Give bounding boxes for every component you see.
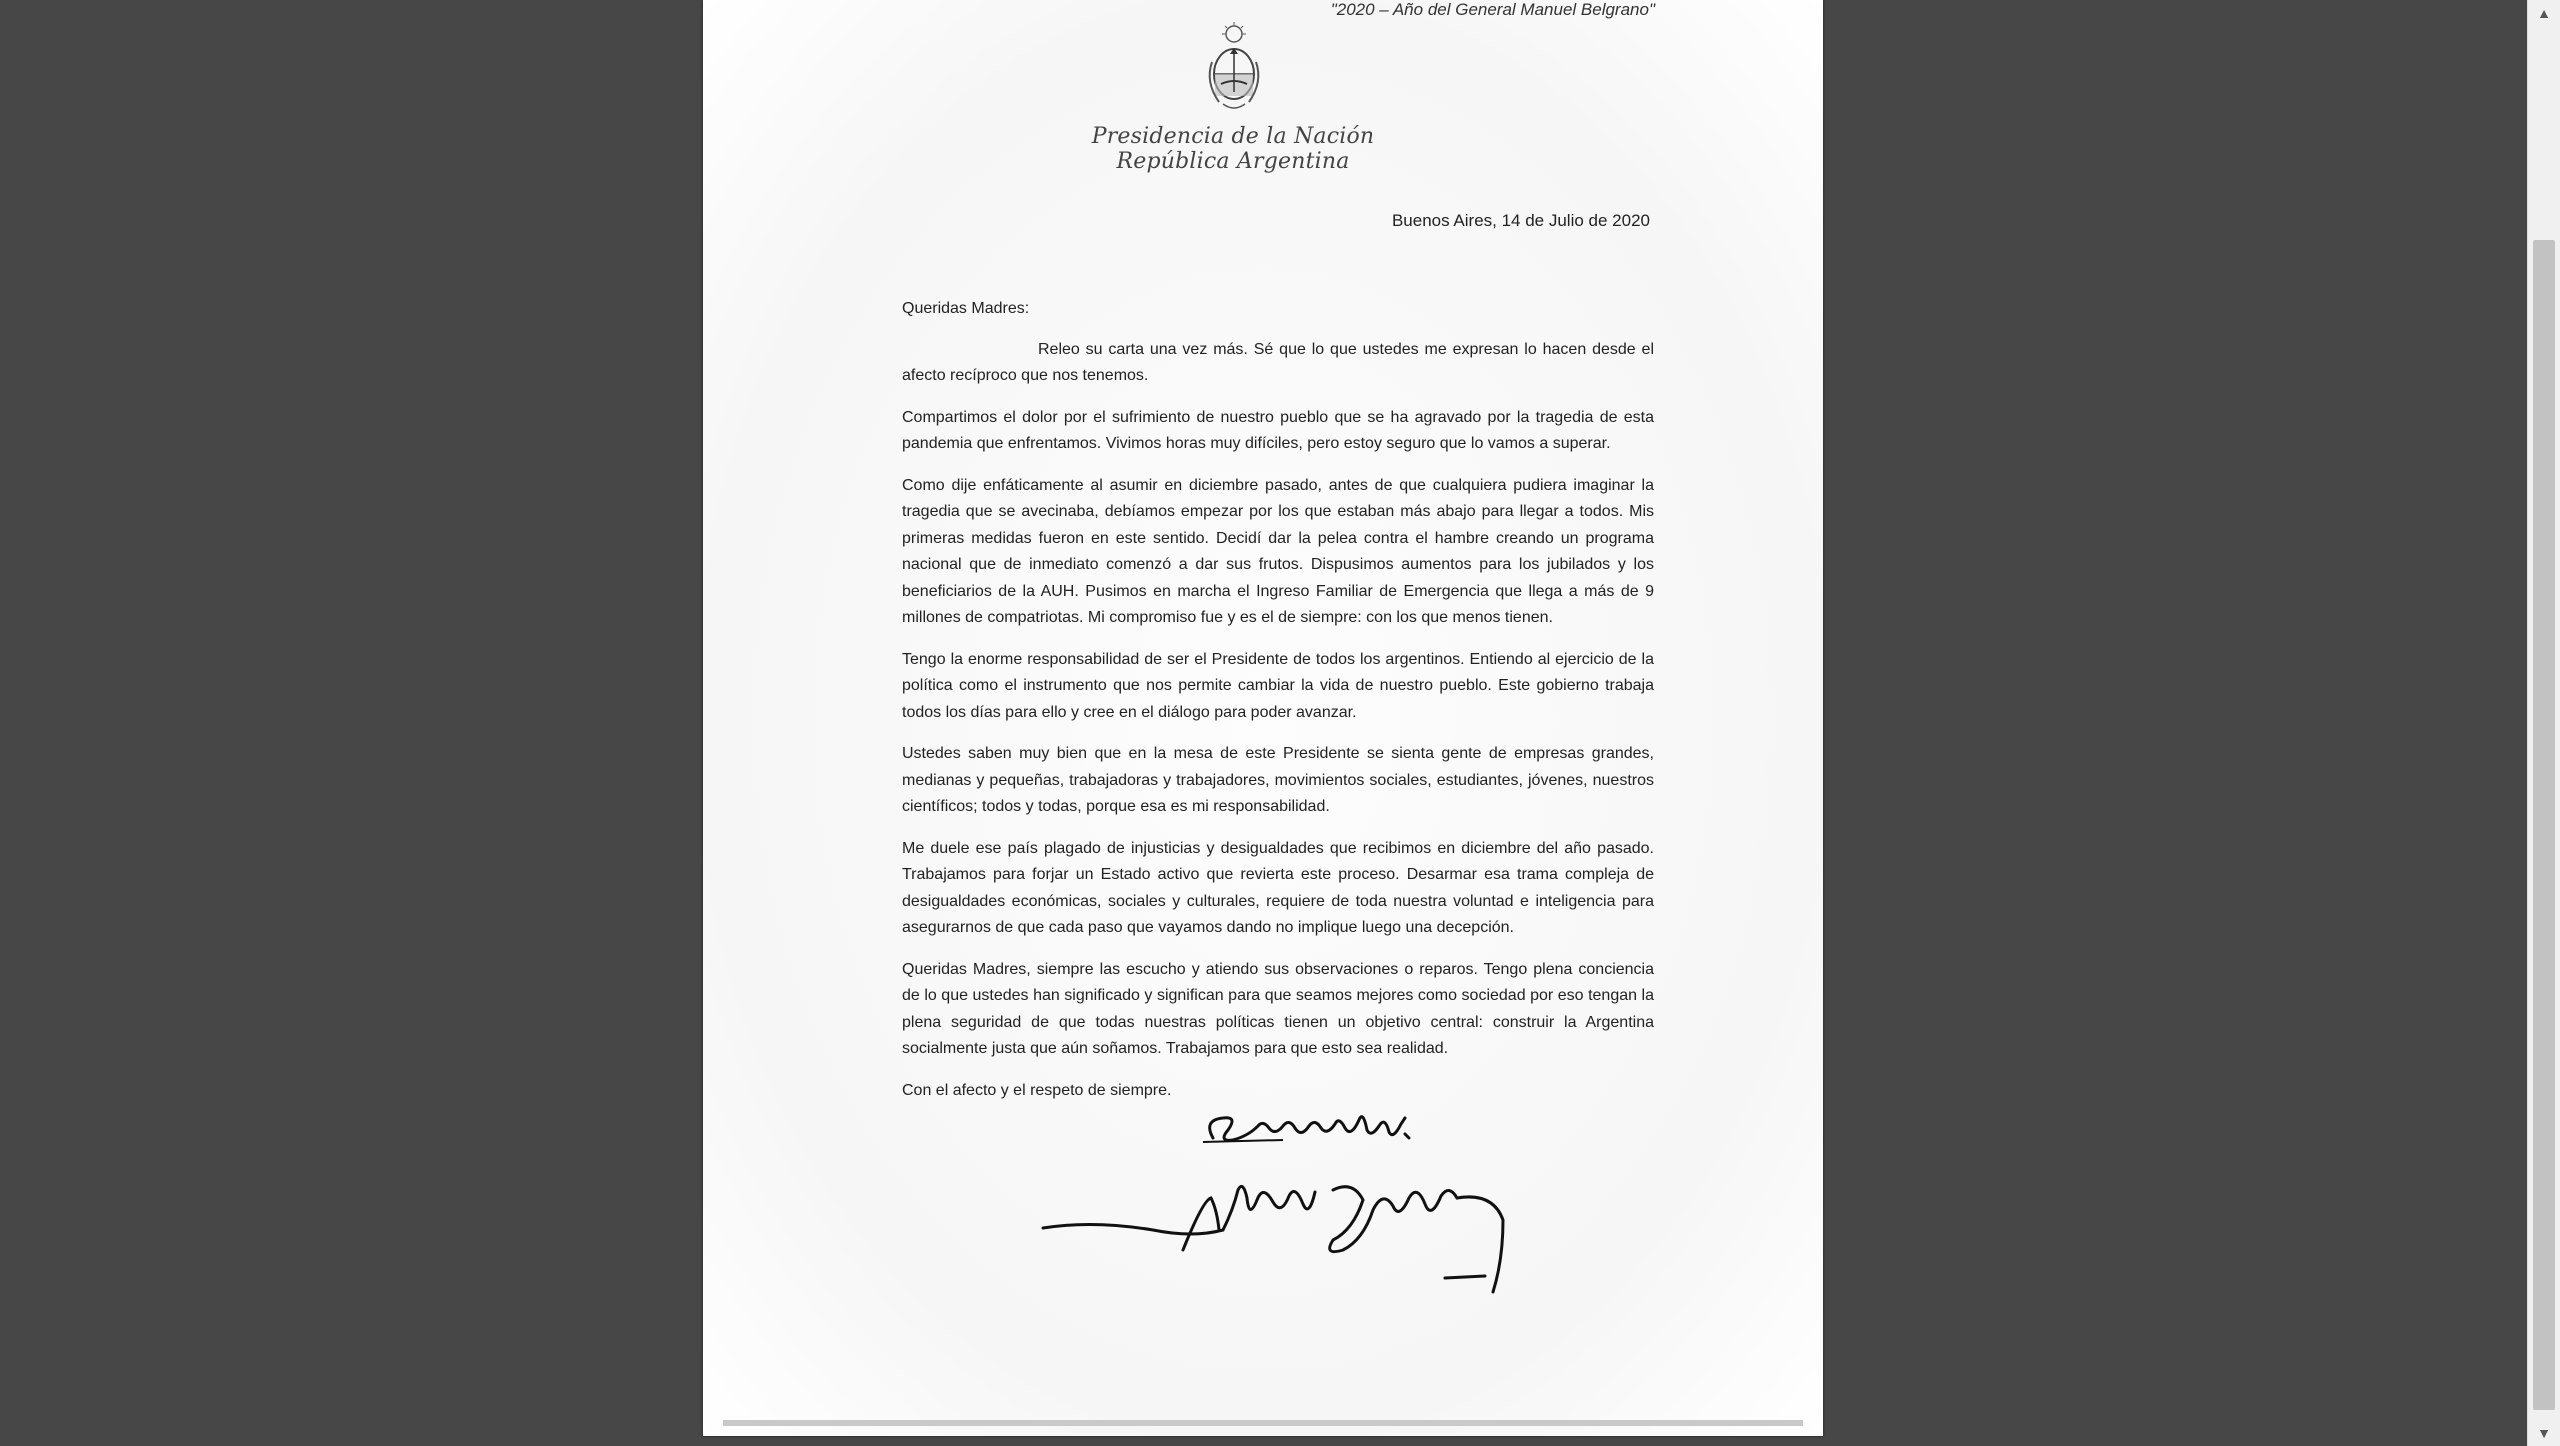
paragraph-3: Como dije enfáticamente al asumir en diciembre pasado, antes de que cualquiera pudiera imaginar la tragedia que se avecinaba, debíamos empezar por los que estaban más abajo para llegar a todos. Mis primeras medidas fueron en este sentido. Decidí dar la pelea contra el hambre creando un programa nacional que de inmediato comenzó a dar sus frutos. Dispusimos aumentos para los jubilados y los beneficiarios de la AUH. Pusimos en marcha el Ingreso Familiar de Emergencia que llega a más de 9 millones de compatriotas. Mi compromiso fue y es el de siempre: con los que menos tienen. [902, 476, 1654, 626]
presidency-header: Presidencia de la Nación República Argentina [1091, 124, 1375, 174]
closing-line: Con el afecto y el respeto de siempre. [902, 1081, 1172, 1099]
national-seal-icon [1203, 22, 1265, 114]
paragraph-1: Releo su carta una vez más. Sé que lo que ustedes me expresan lo hacen desde el afecto recíproco que nos tenemos. [902, 340, 1654, 384]
paragraph-4: Tengo la enorme responsabilidad de ser el Presidente de todos los argentinos. Entiendo al ejercicio de la política como el instrumento que nos permite cambiar la vida de nuestro pueblo. Este gobierno trabaja todos los días para ello y cree en el diálogo para poder avanzar. [902, 650, 1654, 721]
paragraph-6: Me duele ese país plagado de injusticias y desigualdades que recibimos en diciembre del año pasado. Trabajamos para forjar un Estado activo que revierta este proceso. Desarmar esa trama compleja de desigualdades económicas, sociales y culturales, requiere de toda nuestra voluntad e inteligencia para asegurarnos de que cada paso que vayamos dando no implique luego una decepción. [902, 839, 1654, 936]
paragraph-7: Queridas Madres, siempre las escucho y atiendo sus observaciones o reparos. Tengo plena conciencia de lo que ustedes han significado y significan para que seamos mejores como sociedad por eso tengan la plena seguridad de que todas nuestras políticas tienen un objetivo central: construir la Argentina socialmente justa que aún soñamos. Trabajamos para que esto sea realidad. [902, 960, 1654, 1057]
letter-body [902, 296, 1654, 1119]
paragraph-2: Compartimos el dolor por el sufrimiento de nuestro pueblo que se ha agravado por la tragedia de esta pandemia que enfrentamos. Vivimos horas muy difíciles, pero estoy seguro que lo vamos a superar. [902, 408, 1654, 452]
scroll-up-arrow-icon[interactable]: ▲ [2528, 0, 2560, 26]
letter-page [703, 0, 1823, 1436]
motto-line: "2020 – Año del General Manuel Belgrano" [1330, 0, 1655, 19]
vertical-scrollbar[interactable] [2527, 0, 2560, 1446]
date-line: Buenos Aires, 14 de Julio de 2020 [1391, 211, 1650, 230]
paragraph-5: Ustedes saben muy bien que en la mesa de este Presidente se sienta gente de empresas grandes, medianas y pequeñas, trabajadoras y trabajadores, movimientos sociales, estudiantes, jóvenes, nuestros científicos; todos y todas, porque esa es mi responsabilidad. [902, 745, 1654, 815]
scroll-down-arrow-icon[interactable]: ▼ [2528, 1420, 2560, 1446]
salutation: Queridas Madres: [902, 300, 1030, 317]
handwritten-signature [1033, 1080, 1513, 1310]
page-bottom-edge [723, 1420, 1803, 1426]
scrollbar-thumb[interactable] [2533, 240, 2555, 1410]
